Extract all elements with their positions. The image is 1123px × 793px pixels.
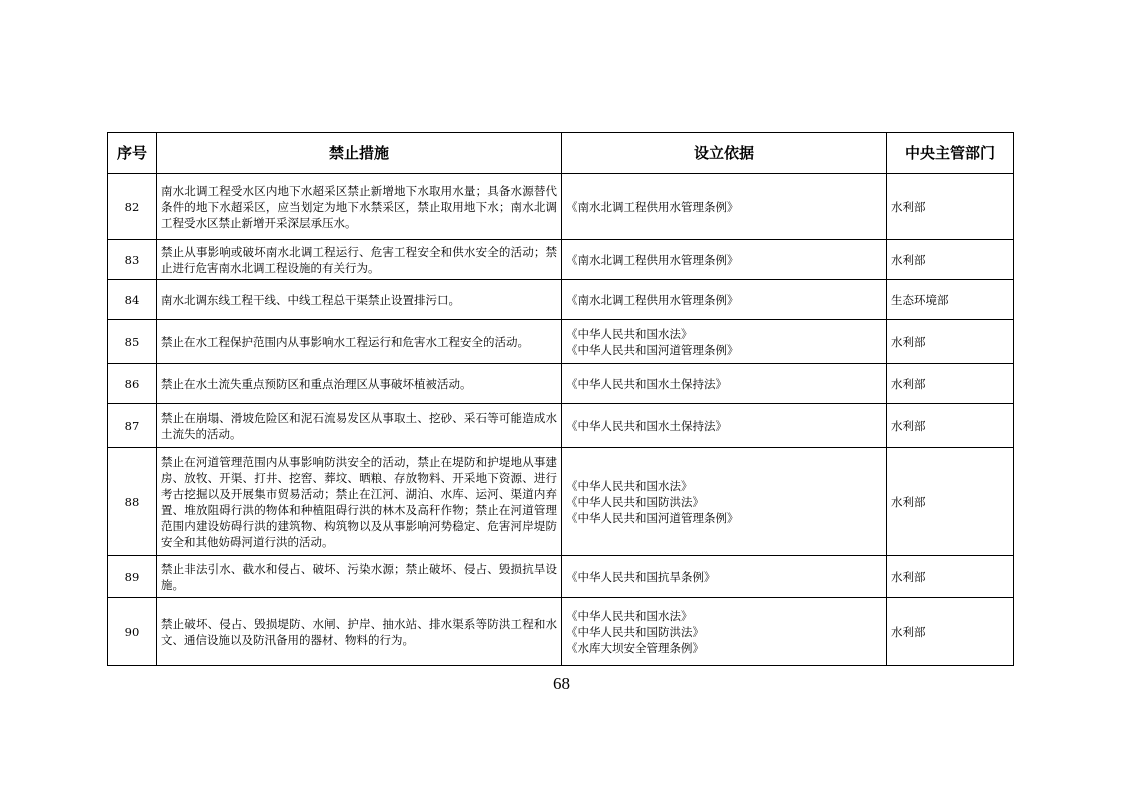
prohibition-measure: 禁止在河道管理范围内从事影响防洪安全的活动，禁止在堤防和护堤地从事建房、放牧、开渠、打井、挖窖、葬坟、晒粮、存放物料、开采地下资源、进行考古挖掘以及开展集市贸易活动；禁止在江河、湖泊、水库、运河、渠道内弃置、堆放阻碍行洪的物体和种植阻碍行洪的林木及高秆作物；禁止在河道管理范围内建设妨碍行洪的建筑物、构筑物以及从事影响河势稳定、危害河岸堤防安全和其他妨碍河道行洪的活动。 [157,448,562,556]
table-row [108,174,1014,240]
legal-basis-item: 《中华人民共和国防洪法》 [566,624,704,639]
legal-basis-item: 《水库大坝安全管理条例》 [566,640,704,655]
legal-basis [562,174,887,240]
responsible-department: 水利部 [887,364,1014,404]
row-number: 84 [108,280,157,320]
prohibition-measure: 禁止非法引水、截水和侵占、破坏、污染水源；禁止破坏、侵占、毁损抗旱设施。 [157,556,562,598]
legal-basis-item: 《中华人民共和国抗旱条例》 [566,569,716,584]
row-number: 86 [108,364,157,404]
responsible-department: 水利部 [887,404,1014,448]
legal-basis-item: 《南水北调工程供用水管理条例》 [566,292,739,307]
table-row [108,320,1014,364]
legal-basis-item: 《中华人民共和国防洪法》 [566,494,704,509]
responsible-department: 水利部 [887,174,1014,240]
table-header-row [108,133,1014,174]
prohibition-measure: 南水北调工程受水区内地下水超采区禁止新增地下水取用水量；具备水源替代条件的地下水超采区，应当划定为地下水禁采区，禁止取用地下水；南水北调工程受水区禁止新增开采深层承压水。 [157,174,562,240]
row-number: 90 [108,598,157,666]
prohibition-measure: 禁止从事影响或破坏南水北调工程运行、危害工程安全和供水安全的活动；禁止进行危害南水北调工程设施的有关行为。 [157,240,562,280]
row-number: 83 [108,240,157,280]
legal-basis [562,364,887,404]
legal-basis-item: 《中华人民共和国水土保持法》 [566,418,727,433]
legal-basis [562,448,887,556]
legal-basis-item: 《南水北调工程供用水管理条例》 [566,199,739,214]
responsible-department: 水利部 [887,448,1014,556]
legal-basis-item: 《中华人民共和国水土保持法》 [566,376,727,391]
header-num: 序号 [108,133,157,174]
prohibition-measure: 南水北调东线工程干线、中线工程总干渠禁止设置排污口。 [157,280,562,320]
legal-basis-item: 《中华人民共和国河道管理条例》 [566,510,739,525]
row-number: 85 [108,320,157,364]
legal-basis [562,404,887,448]
table-row [108,280,1014,320]
prohibition-measure: 禁止破坏、侵占、毁损堤防、水闸、护岸、抽水站、排水渠系等防洪工程和水文、通信设施以及防汛备用的器材、物料的行为。 [157,598,562,666]
page-number: 68 [553,674,570,693]
table-row [108,404,1014,448]
header-measure: 禁止措施 [157,133,562,174]
legal-basis-item: 《中华人民共和国水法》 [566,608,693,623]
table-row [108,448,1014,556]
legal-basis [562,556,887,598]
responsible-department: 水利部 [887,556,1014,598]
legal-basis-item: 《中华人民共和国水法》 [566,326,693,341]
prohibition-measure: 禁止在水土流失重点预防区和重点治理区从事破坏植被活动。 [157,364,562,404]
legal-basis [562,280,887,320]
row-number: 87 [108,404,157,448]
legal-basis-item: 《中华人民共和国水法》 [566,478,693,493]
responsible-department: 水利部 [887,240,1014,280]
prohibition-table [107,132,1014,666]
table-row [108,598,1014,666]
table-row [108,556,1014,598]
row-number: 82 [108,174,157,240]
legal-basis [562,598,887,666]
row-number: 88 [108,448,157,556]
responsible-department: 水利部 [887,598,1014,666]
header-dept: 中央主管部门 [887,133,1014,174]
responsible-department: 生态环境部 [887,280,1014,320]
legal-basis [562,240,887,280]
table-row [108,240,1014,280]
legal-basis [562,320,887,364]
header-basis: 设立依据 [562,133,887,174]
legal-basis-item: 《南水北调工程供用水管理条例》 [566,252,739,267]
legal-basis-item: 《中华人民共和国河道管理条例》 [566,342,739,357]
responsible-department: 水利部 [887,320,1014,364]
prohibition-measure: 禁止在水工程保护范围内从事影响水工程运行和危害水工程安全的活动。 [157,320,562,364]
prohibition-measure: 禁止在崩塌、滑坡危险区和泥石流易发区从事取土、挖砂、采石等可能造成水土流失的活动。 [157,404,562,448]
row-number: 89 [108,556,157,598]
table-row [108,364,1014,404]
